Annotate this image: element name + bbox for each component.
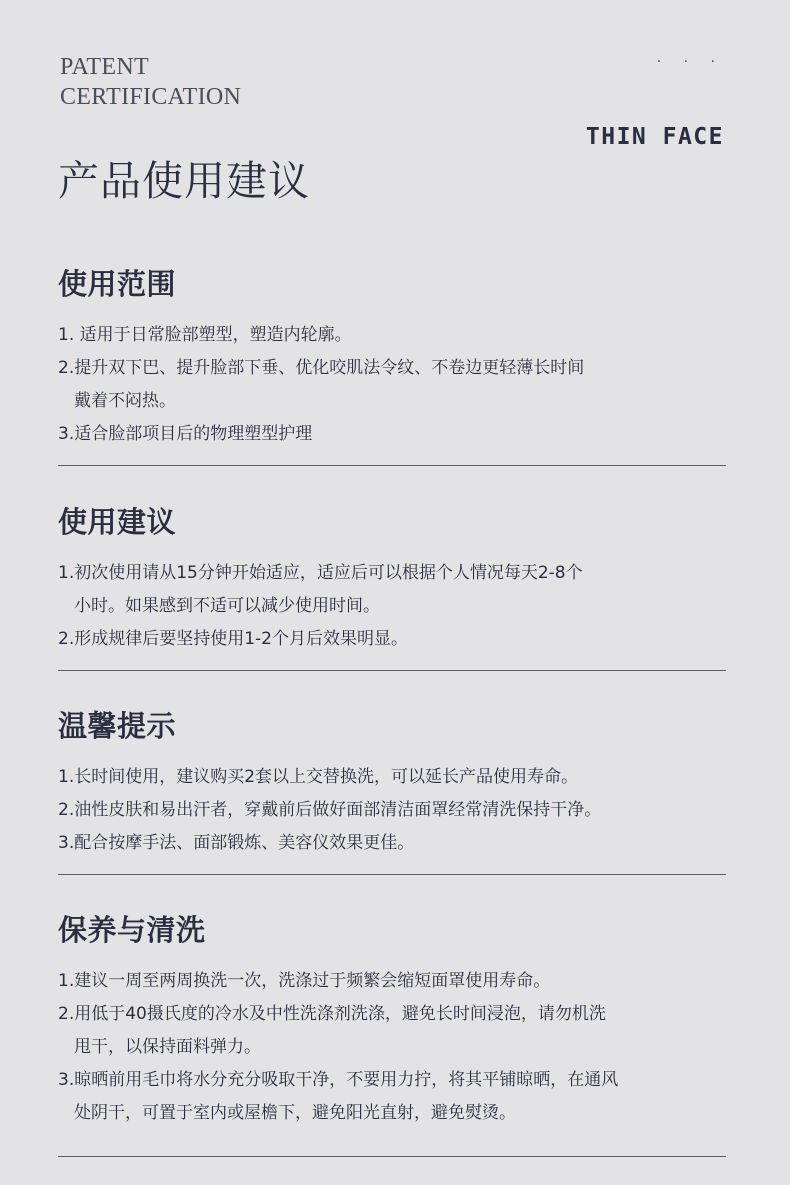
patent-line-1: PATENT: [60, 54, 149, 80]
list-item: 1.长时间使用，建议购买2套以上交替换洗，可以延长产品使用寿命。: [58, 767, 579, 787]
list-item: 1. 适用于日常脸部塑型，塑造内轮廓。: [58, 325, 352, 345]
divider: [58, 1156, 726, 1157]
item-list: [58, 761, 726, 860]
list-item: 2.提升双下巴、提升脸部下垂、优化咬肌法令纹、不卷边更轻薄长时间 戴着不闷热。: [58, 358, 585, 411]
patent-certification-label: [60, 52, 241, 112]
item-list: [58, 965, 726, 1130]
list-item: 2.形成规律后要坚持使用1-2个月后效果明显。: [58, 629, 408, 649]
item-list: [58, 557, 726, 656]
list-item: 3.配合按摩手法、面部锻炼、美容仪效果更佳。: [58, 833, 415, 853]
section-heading: 温馨提示: [58, 709, 177, 743]
section-care-cleaning: [58, 908, 726, 1130]
list-item: 2.油性皮肤和易出汗者，穿戴前后做好面部清洁面罩经常清洗保持干净。: [58, 800, 602, 820]
section-tips: [58, 704, 726, 860]
divider: [58, 670, 726, 671]
list-item: 1.初次使用请从15分钟开始适应，适应后可以根据个人情况每天2-8个 小时。如果感到不适可以减少使用时间。: [58, 563, 583, 616]
section-heading: 使用建议: [58, 505, 177, 539]
item-list: [58, 319, 726, 451]
list-item: 1.建议一周至两周换洗一次，洗涤过于频繁会缩短面罩使用寿命。: [58, 971, 551, 991]
list-item: 3.适合脸部项目后的物理塑型护理: [58, 424, 313, 444]
patent-line-2: CERTIFICATION: [60, 84, 242, 110]
list-item: 3.晾晒前用毛巾将水分充分吸取干净，不要用力拧，将其平铺晾晒，在通风 处阴干，可置于室内或屋檐下，避免阳光直射，避免熨烫。: [58, 1070, 619, 1123]
decorative-dots: · · ·: [656, 54, 724, 70]
divider: [58, 874, 726, 875]
section-heading: 使用范围: [58, 267, 177, 301]
section-usage-scope: [58, 262, 726, 451]
list-item: 2.用低于40摄氏度的冷水及中性洗涤剂洗涤，避免长时间浸泡，请勿机洗 甩干，以保持面料弹力。: [58, 1004, 606, 1057]
page-title: 产品使用建议: [58, 157, 310, 205]
section-heading: 保养与清洗: [58, 913, 206, 947]
divider: [58, 465, 726, 466]
brand-logo: THIN FACE: [585, 124, 724, 150]
section-usage-advice: [58, 500, 726, 656]
